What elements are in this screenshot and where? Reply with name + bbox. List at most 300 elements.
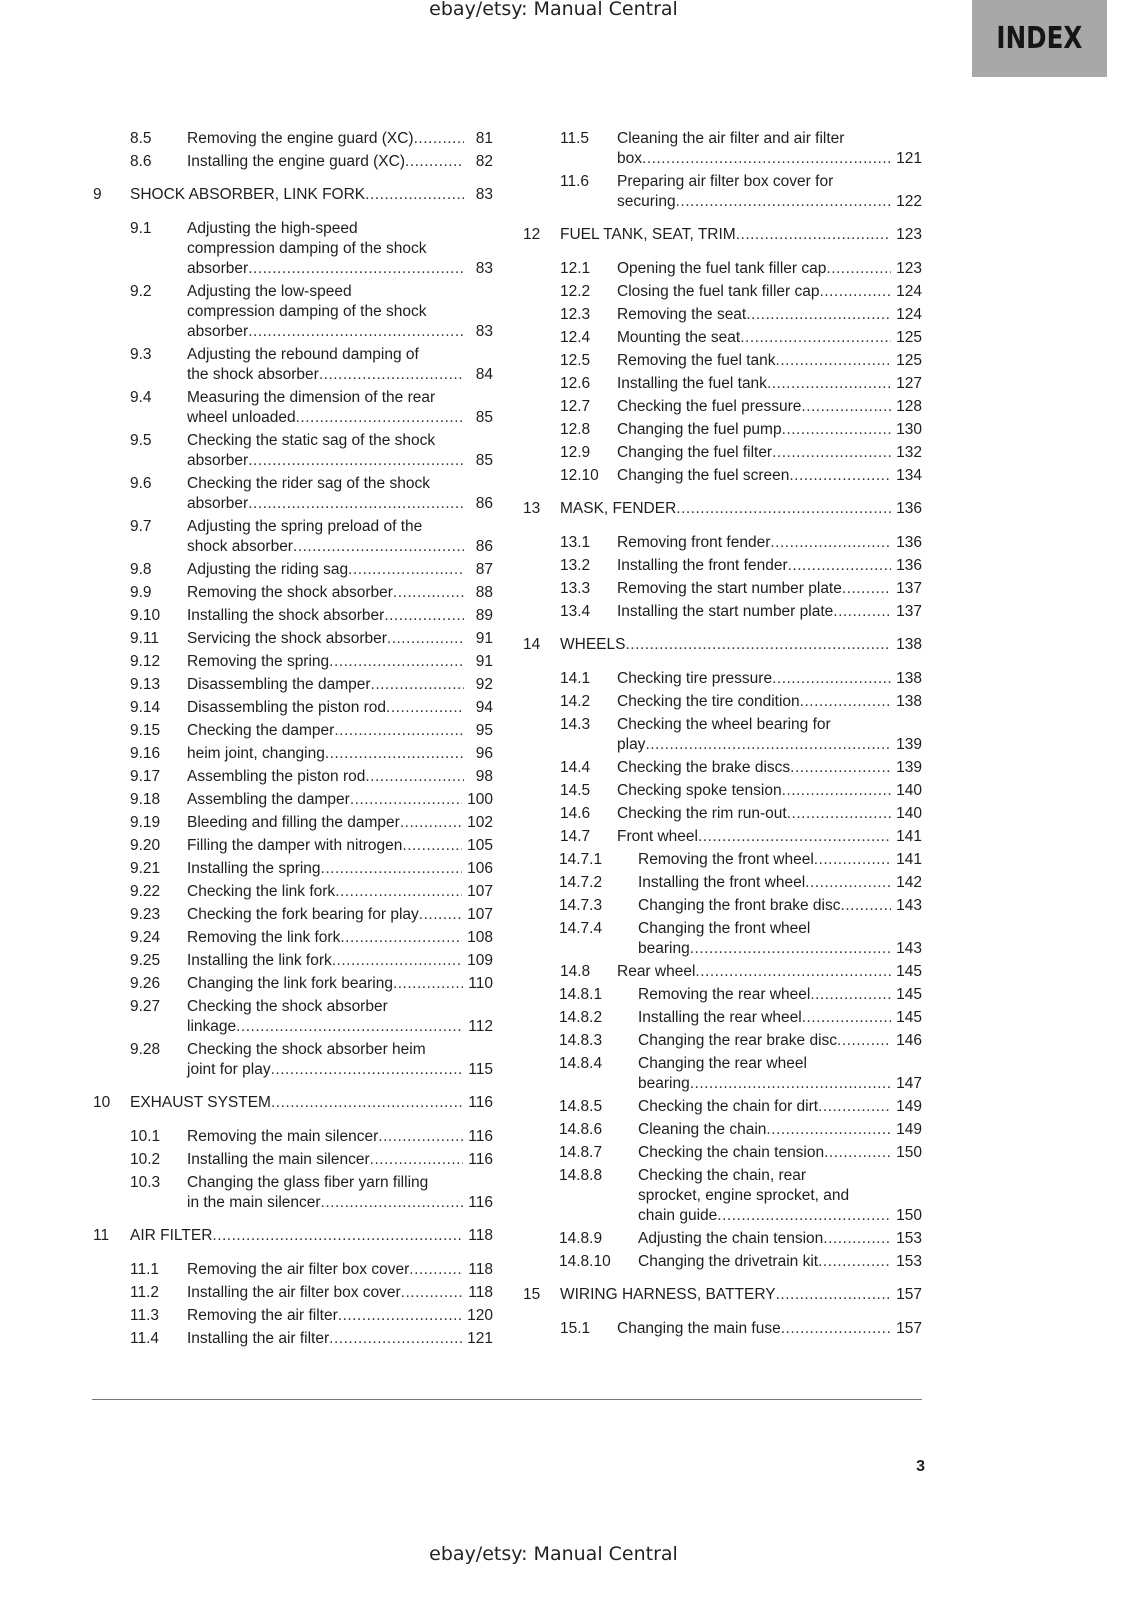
toc-entry[interactable] [523,172,922,215]
entry-number: 14.7.1 [559,851,603,868]
entry-title-last-line [617,192,922,212]
toc-entry[interactable] [523,305,922,328]
dot-leader [810,985,891,1005]
toc-entry[interactable] [93,882,493,905]
toc-entry[interactable] [93,431,493,474]
entry-title [187,219,493,279]
dot-leader [401,1283,464,1303]
entry-number: 14.8.6 [559,1121,603,1138]
dot-leader [818,1252,891,1272]
entry-title-last-line [187,1283,493,1303]
entry-page: 125 [896,352,922,369]
entry-number: 11.5 [560,130,590,147]
entry-title-line: box [617,150,642,167]
toc-entry[interactable] [93,1173,493,1216]
entry-page: 132 [896,444,922,461]
entry-number: 9.28 [130,1041,161,1058]
entry-title-line: Changing the main fuse [617,1320,781,1337]
entry-number: 9.5 [130,432,152,449]
dot-leader [393,974,463,994]
toc-entry[interactable] [93,767,493,790]
dot-leader [837,1031,891,1051]
toc-entry[interactable] [93,813,493,836]
entry-title-line: absorber [187,495,249,512]
entry-page: 150 [896,1144,922,1161]
entry-page: 136 [896,557,922,574]
toc-entry[interactable] [523,804,922,827]
dot-leader [717,1206,891,1226]
toc-entry[interactable] [93,951,493,974]
entry-title-line: Checking the link fork [187,883,336,900]
entry-title-last-line [617,374,922,394]
entry-page: 139 [896,736,922,753]
entry-number: 9.3 [130,346,152,363]
dot-leader [386,698,464,718]
watermark-top: ebay/etsy: Manual Central [429,0,678,20]
entry-title-last-line [187,951,493,971]
toc-entry[interactable] [523,919,922,962]
entry-number: 14.7.2 [559,874,603,891]
entry-title-last-line [617,827,922,847]
entry-title-line: heim joint, changing [187,745,325,762]
entry-title [638,850,922,870]
toc-entry[interactable] [523,850,922,873]
dot-leader [695,962,891,982]
entry-title-last-line [187,129,493,149]
entry-page: 142 [896,874,922,891]
toc-entry[interactable] [93,474,493,517]
toc-entry[interactable] [523,1143,922,1166]
entry-page: 85 [475,452,493,469]
entry-title [617,1319,922,1339]
entry-title-line: Preparing air filter box cover for [617,173,834,190]
entry-number: 12.2 [560,283,591,300]
entry-page: 139 [896,759,922,776]
dot-leader [409,1260,463,1280]
toc-entry[interactable] [93,345,493,388]
entry-page: 138 [896,693,922,710]
entry-title [187,951,493,971]
entry-title-last-line [617,351,922,371]
toc-entry[interactable] [523,1097,922,1120]
toc-entry[interactable] [523,1031,922,1054]
dot-leader [348,560,464,580]
entry-title-line: Disassembling the piston rod [187,699,387,716]
entry-title-last-line [617,466,922,486]
dot-leader [805,873,891,893]
dot-leader [271,1093,463,1113]
entry-title-line: bearing [638,940,690,957]
toc-entry[interactable] [93,1127,493,1150]
toc-entry[interactable] [523,985,922,1008]
entry-page: 145 [896,963,922,980]
dot-leader [840,896,891,916]
entry-title-line: Removing front fender [617,534,771,551]
entry-title-line: Changing the front wheel [638,920,811,937]
toc-chapter-entry[interactable] [523,1285,922,1308]
toc-entry[interactable] [523,1166,922,1229]
toc-entry[interactable] [93,744,493,767]
entry-title-last-line [638,1031,922,1051]
entry-title [187,652,493,672]
dot-leader [789,466,891,486]
entry-title-line: Installing the fuel tank [617,375,767,392]
toc-entry[interactable] [523,443,922,466]
entry-number: 14.4 [560,759,591,776]
toc-entry[interactable] [523,259,922,282]
entry-title-last-line [560,635,922,655]
toc-entry[interactable] [93,721,493,744]
entry-title-line: Adjusting the spring preload of the [187,518,423,535]
toc-entry[interactable] [93,1260,493,1283]
entry-number: 14.8 [560,963,591,980]
entry-page: 109 [467,952,493,969]
toc-entry[interactable] [93,675,493,698]
entry-title [187,1173,493,1213]
entry-title-line: Checking the rider sag of the shock [187,475,430,492]
index-tab [972,0,1107,77]
entry-title [638,1166,922,1226]
toc-entry[interactable] [523,873,922,896]
toc-entry[interactable] [523,827,922,850]
entry-page: 100 [467,791,493,808]
dot-leader [776,351,892,371]
entry-title [187,129,493,149]
entry-title-line: Removing the fuel tank [617,352,776,369]
entry-title [617,827,922,847]
toc-entry[interactable] [93,928,493,951]
toc-entry[interactable] [93,1150,493,1173]
entry-title [187,431,493,471]
toc-entry[interactable] [93,152,493,175]
entry-page: 91 [475,653,493,670]
entry-title-last-line [638,1120,922,1140]
entry-title-last-line [560,499,922,519]
toc-entry[interactable] [523,692,922,715]
dot-leader [321,859,463,879]
entry-title-line: Changing the link fork bearing [187,975,393,992]
entry-title-line: Closing the fuel tank filler cap [617,283,820,300]
toc-entry[interactable] [93,129,493,152]
entry-number: 8.6 [130,153,152,170]
entry-page: 143 [896,897,922,914]
entry-number: 14.7.3 [559,897,603,914]
entry-title-last-line [617,602,922,622]
toc-entry[interactable] [523,962,922,985]
entry-page: 136 [896,500,922,517]
entry-page: 81 [475,130,493,147]
entry-title-line: shock absorber [187,538,293,555]
toc-entry[interactable] [523,602,922,625]
dot-leader [819,282,891,302]
toc-entry[interactable] [93,219,493,282]
entry-title-last-line [638,1008,922,1028]
entry-title-last-line [617,556,922,576]
entry-page: 107 [467,883,493,900]
entry-title [638,1120,922,1140]
entry-title [617,715,922,755]
toc-chapter-entry[interactable] [93,1093,493,1116]
toc-chapter-entry[interactable] [93,185,493,208]
toc-chapter-entry[interactable] [523,635,922,658]
dot-leader [772,443,891,463]
entry-page: 141 [896,851,922,868]
entry-title-last-line [638,1097,922,1117]
entry-title [617,420,922,440]
footer-divider [92,1399,922,1400]
entry-title [617,692,922,712]
entry-title-last-line [617,443,922,463]
toc-entry[interactable] [93,517,493,560]
toc-entry[interactable] [93,698,493,721]
entry-page: 86 [475,538,493,555]
dot-leader [365,185,464,205]
entry-page: 153 [896,1230,922,1247]
dot-leader [212,1226,463,1246]
entry-page: 136 [896,534,922,551]
dot-leader [788,556,892,576]
entry-page: 96 [475,745,493,762]
entry-number: 9.6 [130,475,152,492]
dot-leader [770,533,891,553]
entry-title-line: Installing the front wheel [638,874,806,891]
toc-entry[interactable] [523,669,922,692]
entry-title [638,896,922,916]
toc-entry[interactable] [93,652,493,675]
entry-title-last-line [187,322,493,342]
entry-page: 146 [896,1032,922,1049]
dot-leader [781,1319,891,1339]
toc-entry[interactable] [523,579,922,602]
dot-leader [801,397,891,417]
entry-number: 12.1 [560,260,591,277]
entry-title [617,804,922,824]
dot-leader [402,836,462,856]
entry-page: 124 [896,306,922,323]
entry-title-last-line [130,185,493,205]
dot-leader [370,1150,464,1170]
entry-title-line: Adjusting the high-speed [187,220,358,237]
toc-entry[interactable] [93,583,493,606]
entry-title-line: Removing the main silencer [187,1128,379,1145]
entry-title-line: Checking the rim run-out [617,805,787,822]
entry-page: 116 [468,1094,493,1111]
toc-entry[interactable] [523,715,922,758]
dot-leader [248,451,464,471]
entry-title-line: EXHAUST SYSTEM [130,1094,271,1111]
entry-title-last-line [130,1226,493,1246]
entry-number: 14.8.5 [559,1098,603,1115]
toc-entry[interactable] [93,282,493,345]
entry-number: 9.21 [130,860,161,877]
dot-leader [419,905,462,925]
entry-page: 108 [467,929,493,946]
entry-title [560,635,922,655]
toc-entry[interactable] [93,560,493,583]
toc-entry[interactable] [523,1054,922,1097]
entry-number: 11 [93,1227,110,1244]
dot-leader [414,129,464,149]
dot-leader [325,744,464,764]
toc-entry[interactable] [523,1319,922,1342]
entry-number: 11.6 [560,173,590,190]
entry-title-last-line [638,896,922,916]
toc-entry[interactable] [523,129,922,172]
entry-page: 121 [467,1330,493,1347]
entry-title [187,1329,493,1349]
entry-title-last-line [617,669,922,689]
entry-title [617,602,922,622]
entry-page: 147 [896,1075,922,1092]
entry-title-last-line [560,1285,922,1305]
toc-entry[interactable] [523,1252,922,1275]
dot-leader [236,1017,463,1037]
entry-title-last-line [617,781,922,801]
entry-title [187,629,493,649]
toc-entry[interactable] [93,1283,493,1306]
entry-title-line: Installing the rear wheel [638,1009,802,1026]
dot-leader [393,583,464,603]
dot-leader [818,1097,891,1117]
toc-entry[interactable] [523,533,922,556]
toc-entry[interactable] [523,420,922,443]
toc-entry[interactable] [523,397,922,420]
entry-title-line: Assembling the piston rod [187,768,366,785]
entry-title [187,606,493,626]
entry-title-last-line [187,974,493,994]
toc-entry[interactable] [93,790,493,813]
toc-entry[interactable] [93,629,493,652]
entry-title-line: Installing the main silencer [187,1151,370,1168]
entry-title-line: play [617,736,646,753]
entry-title-line: linkage [187,1018,237,1035]
toc-entry[interactable] [93,974,493,997]
dot-leader [766,1120,891,1140]
toc-entry[interactable] [523,1229,922,1252]
entry-page: 84 [475,366,493,383]
dot-leader [833,602,891,622]
entry-page: 123 [896,260,922,277]
entry-title-line: Checking the fuel pressure [617,398,802,415]
entry-page: 128 [896,398,922,415]
toc-entry[interactable] [93,1329,493,1352]
toc-entry[interactable] [523,1120,922,1143]
toc-entry[interactable] [523,758,922,781]
entry-title-last-line [617,533,922,553]
entry-page: 82 [475,153,493,170]
entry-page: 94 [475,699,493,716]
entry-number: 9.10 [130,607,161,624]
toc-entry[interactable] [523,1008,922,1031]
entry-title-line: MASK, FENDER [560,500,677,517]
entry-page: 86 [475,495,493,512]
entry-title [617,466,922,486]
toc-entry[interactable] [523,466,922,489]
entry-title-line: Checking the damper [187,722,335,739]
entry-title [617,758,922,778]
entry-title-last-line [187,152,493,172]
toc-chapter-entry[interactable] [523,499,922,522]
entry-title-line: Front wheel [617,828,698,845]
toc-entry[interactable] [93,388,493,431]
toc-entry[interactable] [523,351,922,374]
entry-title-line: Removing the front wheel [638,851,814,868]
entry-title-line: Changing the front brake disc [638,897,841,914]
entry-title-line: Removing the rear wheel [638,986,811,1003]
toc-entry[interactable] [523,282,922,305]
entry-title-line: AIR FILTER [130,1227,213,1244]
toc-entry[interactable] [93,606,493,629]
entry-title-last-line [187,583,493,603]
dot-leader [329,1329,462,1349]
toc-entry[interactable] [93,997,493,1040]
entry-title-last-line [560,225,922,245]
entry-title [617,351,922,371]
entry-title-line: absorber [187,323,249,340]
entry-page: 85 [475,409,493,426]
dot-leader [782,781,892,801]
entry-title-line: Removing the start number plate [617,580,842,597]
entry-number: 8.5 [130,130,152,147]
entry-number: 14 [523,636,541,653]
entry-page: 115 [468,1061,493,1078]
entry-title-last-line [187,1260,493,1280]
toc-entry[interactable] [523,328,922,351]
entry-title-line: Cleaning the chain [638,1121,767,1138]
toc-entry[interactable] [523,896,922,919]
entry-title-last-line [187,1127,493,1147]
toc-entry[interactable] [93,1040,493,1083]
entry-page: 149 [896,1121,922,1138]
entry-title-line: Installing the shock absorber [187,607,385,624]
index-tab-label: INDEX [996,21,1083,56]
toc-entry[interactable] [523,556,922,579]
toc-chapter-entry[interactable] [523,225,922,248]
entry-number: 13.1 [560,534,591,551]
entry-title [638,1054,922,1094]
toc-entry[interactable] [93,1306,493,1329]
entry-title-last-line [638,985,922,1005]
entry-title [617,129,922,169]
entry-title [617,533,922,553]
entry-title-last-line [187,859,493,879]
page-number: 3 [916,1458,925,1475]
entry-number: 9.20 [130,837,161,854]
toc-entry[interactable] [93,905,493,928]
entry-title-last-line [187,721,493,741]
entry-title-line: Filling the damper with nitrogen [187,837,403,854]
entry-number: 14.6 [560,805,591,822]
toc-entry[interactable] [93,836,493,859]
toc-entry[interactable] [93,859,493,882]
entry-number: 9.26 [130,975,161,992]
entry-title-line: securing [617,193,676,210]
toc-entry[interactable] [523,781,922,804]
entry-title [187,583,493,603]
toc-entry[interactable] [523,374,922,397]
entry-title [187,836,493,856]
entry-title-last-line [187,606,493,626]
dot-leader [340,928,462,948]
toc-chapter-entry[interactable] [93,1226,493,1249]
entry-number: 12.9 [560,444,591,461]
entry-title [560,1285,922,1305]
entry-title-last-line [187,698,493,718]
entry-number: 14.8.4 [559,1055,603,1072]
entry-title-last-line [187,1150,493,1170]
entry-number: 12.3 [560,306,591,323]
entry-title [617,282,922,302]
